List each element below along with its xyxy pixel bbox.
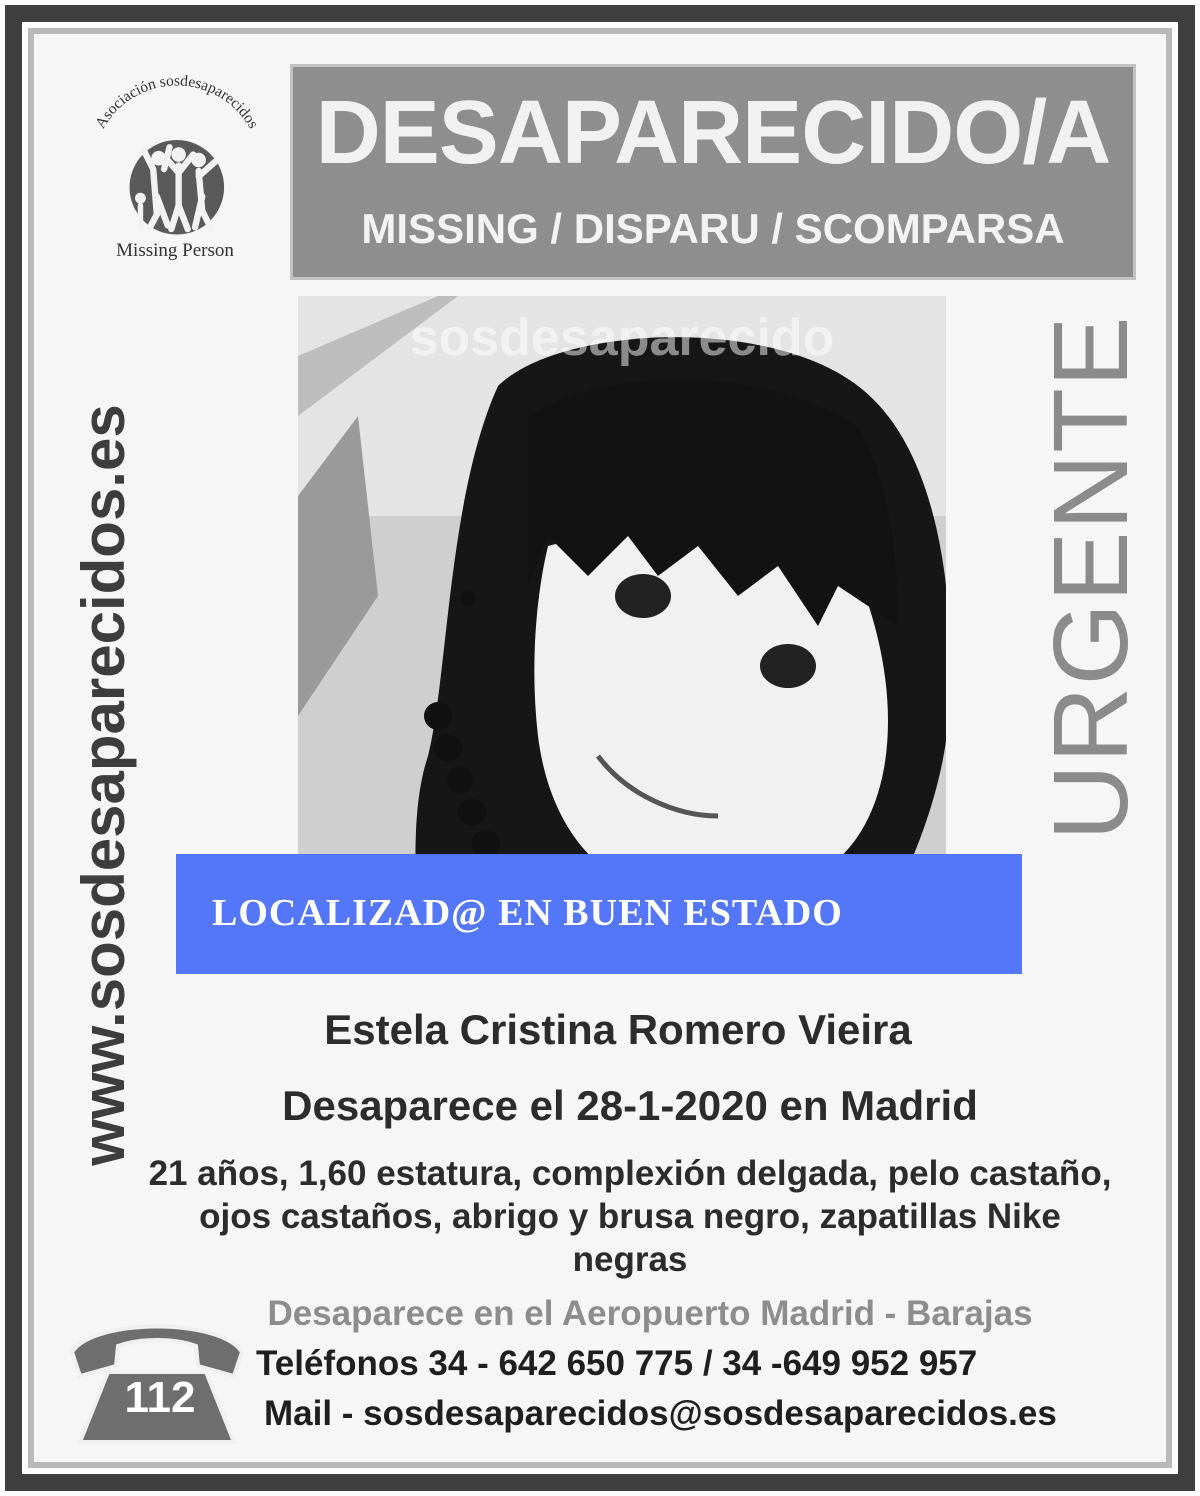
- org-name: Asociación sosdesaparecidos: [92, 72, 262, 132]
- photo-watermark: sosdesaparecido: [409, 309, 835, 367]
- person-description: 21 años, 1,60 estatura, complexión delgada, pelo castaño, ojos castaños, abrigo y brusa negro, zapatillas Nike negras: [148, 1154, 1112, 1279]
- disappearance-date: Desaparece el 28-1-2020 en Madrid: [282, 1082, 978, 1129]
- org-logo: [55, 60, 295, 260]
- contact-phones[interactable]: Teléfonos 34 - 642 650 775 / 34 -649 952 957: [256, 1344, 978, 1383]
- found-status-text: LOCALIZAD@ EN BUEN ESTADO: [212, 892, 843, 934]
- svg-text:Asociación sosdesaparecidos: [92, 72, 262, 131]
- poster-title: DESAPARECIDO/A: [315, 83, 1111, 183]
- people-group-icon: [130, 140, 225, 235]
- disappearance-place: Desaparece en el Aeropuerto Madrid - Barajas: [267, 1294, 1033, 1333]
- logo-label: Missing Person: [116, 240, 234, 261]
- poster-subtitle: MISSING / DISPARU / SCOMPARSA: [361, 205, 1065, 252]
- emergency-number: 112: [124, 1373, 196, 1422]
- found-status-banner: [176, 854, 1022, 974]
- website-link[interactable]: www.sosdesaparecidos.es: [70, 404, 137, 1166]
- urgent-label: URGENTE: [1032, 315, 1150, 841]
- header-banner: [290, 64, 1136, 280]
- contact-mail[interactable]: Mail - sosdesaparecidos@sosdesaparecidos.es: [264, 1394, 1057, 1433]
- person-name: Estela Cristina Romero Vieira: [324, 1006, 912, 1053]
